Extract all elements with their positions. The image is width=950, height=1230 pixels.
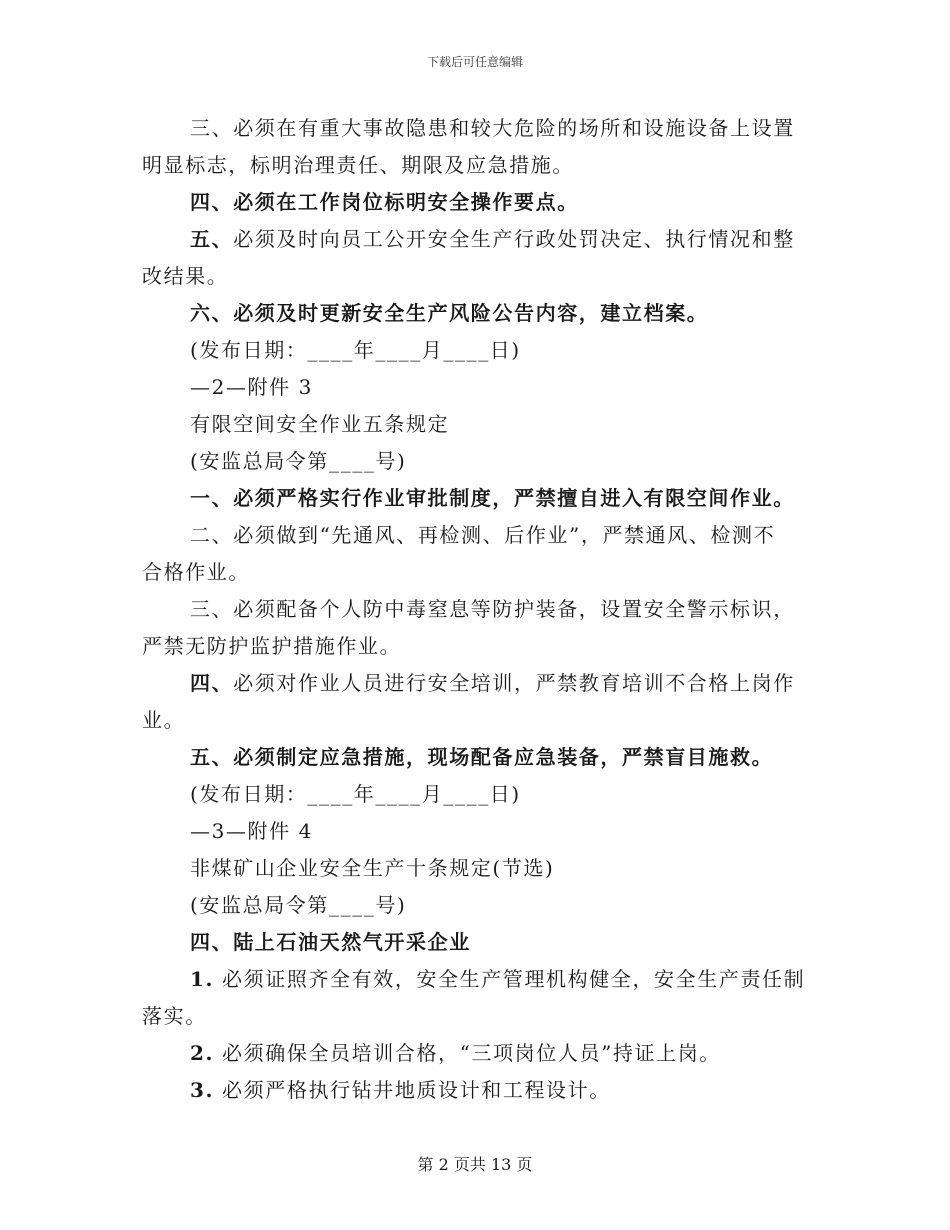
line-lead: 一、必须严格实行作业审批制度，严禁擅自进入有限空间作业。 [190,486,795,510]
doc-line [142,702,842,739]
doc-line [142,665,842,702]
line-text: 必须对作业人员进行安全培训，严禁教育培训不合格上岗作 [233,671,795,695]
line-lead: 六、必须及时更新安全生产风险公告内容，建立档案。 [190,301,709,325]
line-lead: 3. [190,1078,215,1102]
line-text: (安监总局令第____号) [190,893,407,917]
line-lead: 四、陆上石油天然气开采企业 [190,930,471,954]
line-text: 必须严格执行钻井地质设计和工程设计。 [214,1078,611,1102]
line-text: (安监总局令第____号) [190,449,407,473]
line-text: 落实。 [142,1004,207,1028]
doc-line [142,480,842,517]
doc-line [142,517,842,554]
line-text: 有限空间安全作业五条规定 [190,412,450,436]
line-text: 三、必须配备个人防中毒窒息等防护装备，设置安全警示标识， [190,597,795,621]
line-text: 必须确保全员培训合格，“三项岗位人员”持证上岗。 [214,1041,721,1065]
line-text: 合格作业。 [142,560,250,584]
line-text: 必须证照齐全有效，安全生产管理机构健全，安全生产责任制 [214,967,806,991]
doc-line [142,887,842,924]
doc-line [142,1035,842,1072]
line-lead: 四、必须在工作岗位标明安全操作要点。 [190,190,579,214]
line-lead: 五、必须制定应急措施，现场配备应急装备，严禁盲目施救。 [190,745,774,769]
line-lead: 2. [190,1041,215,1065]
doc-line [142,443,842,480]
doc-line [142,110,842,147]
doc-line [142,961,842,998]
line-text: 业。 [142,708,186,732]
doc-line [142,332,842,369]
doc-line [142,739,842,776]
line-text: (发布日期：____年____月____日) [190,338,521,362]
line-lead: 四、 [190,671,234,695]
line-text: 严禁无防护监护措施作业。 [142,634,402,658]
line-text: (发布日期：____年____月____日) [190,782,521,806]
doc-line [142,406,842,443]
doc-line [142,147,842,184]
page-header-note: 下载后可任意编辑 [426,55,523,69]
doc-line [142,628,842,665]
line-text: 三、必须在有重大事故隐患和较大危险的场所和设施设备上设置 [190,116,795,140]
doc-line [142,221,842,258]
doc-line [142,258,842,295]
line-lead: 1. [190,967,215,991]
doc-line [142,850,842,887]
line-text: —2—附件 3 [190,375,314,399]
line-text: 必须及时向员工公开安全生产行政处罚决定、执行情况和整 [233,227,795,251]
page-number-footer: 第 2 页共 13 页 [417,1155,533,1174]
doc-line [142,184,842,221]
document-body [142,110,842,1109]
doc-line [142,591,842,628]
doc-line [142,1072,842,1109]
doc-line [142,924,842,961]
line-text: 改结果。 [142,264,229,288]
line-text: 二、必须做到“先通风、再检测、后作业”，严禁通风、检测不 [190,523,776,547]
doc-line [142,813,842,850]
doc-line [142,369,842,406]
line-lead: 五、 [190,227,234,251]
doc-line [142,295,842,332]
doc-line [142,776,842,813]
line-text: 明显标志，标明治理责任、期限及应急措施。 [142,153,574,177]
doc-line [142,998,842,1035]
line-text: 非煤矿山企业安全生产十条规定(节选) [190,856,555,880]
doc-line [142,554,842,591]
line-text: —3—附件 4 [190,819,314,843]
